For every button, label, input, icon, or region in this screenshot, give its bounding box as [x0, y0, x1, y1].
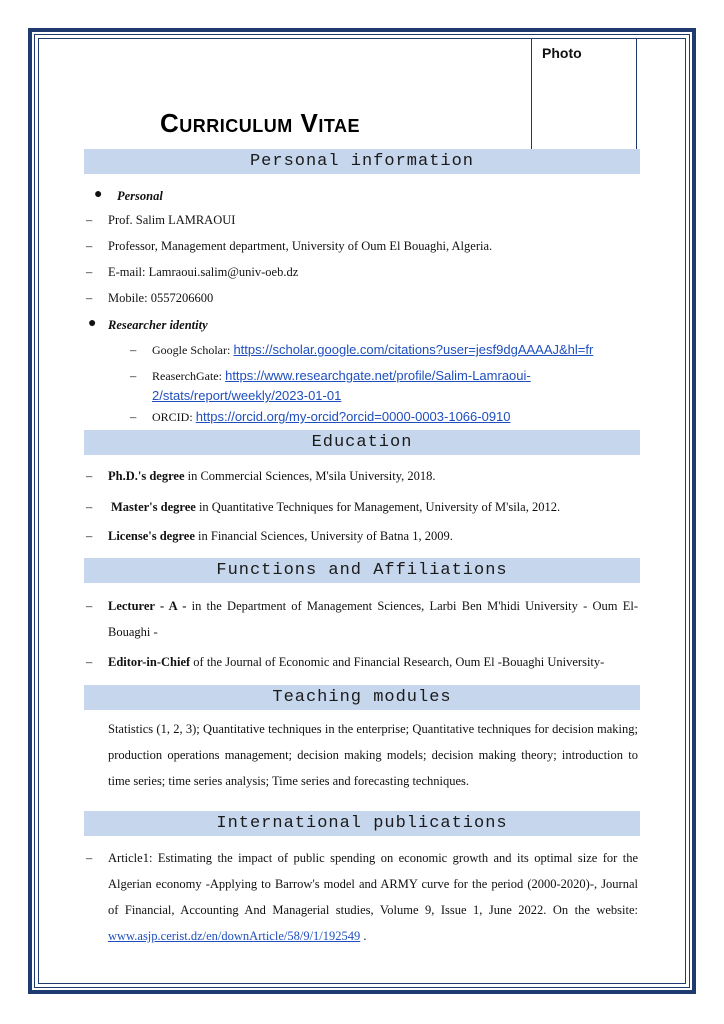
- dash-icon: –: [86, 469, 93, 483]
- dash-icon: –: [86, 265, 93, 279]
- researcher-heading: Researcher identity: [108, 318, 208, 332]
- scholar-line: [152, 342, 593, 358]
- researchgate-line: [152, 368, 531, 384]
- orcid-line: [152, 409, 511, 425]
- education-degree: Master's degree: [111, 500, 196, 514]
- education-item: [111, 499, 560, 515]
- personal-position: Professor, Management department, University of Oum El Bouaghi, Algeria.: [108, 239, 493, 253]
- dash-icon: –: [130, 343, 137, 357]
- section-international-publications: International publications: [84, 811, 640, 836]
- dash-icon: –: [86, 500, 93, 514]
- orcid-label: ORCID:: [152, 410, 193, 424]
- personal-heading: Personal: [117, 189, 163, 203]
- orcid-link[interactable]: https://orcid.org/my-orcid?orcid=0000-0003-1066-0910: [195, 409, 511, 424]
- photo-placeholder: [531, 38, 637, 150]
- section-functions-affiliations: Functions and Affiliations: [84, 558, 640, 583]
- dash-icon: –: [86, 213, 93, 227]
- publication-tail: .: [360, 929, 367, 943]
- publication-item: [108, 845, 638, 949]
- cv-title: Curriculum Vitae: [160, 108, 360, 138]
- education-item: [108, 468, 436, 484]
- dash-icon: –: [86, 529, 93, 543]
- researchgate-link-continued[interactable]: 2/stats/report/weekly/2023-01-01: [152, 388, 342, 403]
- scholar-label: Google Scholar:: [152, 343, 231, 357]
- education-detail: in Financial Sciences, University of Batna 1, 2009.: [194, 529, 453, 543]
- dash-icon: –: [130, 410, 137, 424]
- dash-icon: –: [86, 239, 93, 253]
- personal-mobile: Mobile: 0557206600: [108, 291, 214, 305]
- education-degree: License's degree: [108, 529, 195, 543]
- section-education: Education: [84, 430, 640, 455]
- teaching-text: Statistics (1, 2, 3); Quantitative techniques in the enterprise; Quantitative techniques for decision making; production operations management; decision making models; decision making theory; introduction to time series; time series analysis; Time series and forecasting techniques.: [108, 722, 638, 788]
- photo-label: Photo: [542, 45, 582, 61]
- dash-icon: –: [86, 851, 93, 865]
- section-teaching-modules: Teaching modules: [84, 685, 640, 710]
- education-detail: in Commercial Sciences, M'sila University, 2018.: [184, 469, 436, 483]
- dash-icon: –: [130, 369, 137, 383]
- personal-email: E-mail: Lamraoui.salim@univ-oeb.dz: [108, 265, 299, 279]
- education-item: [108, 528, 453, 544]
- dash-icon: –: [86, 291, 93, 305]
- personal-name: Prof. Salim LAMRAOUI: [108, 213, 236, 227]
- section-personal-information: Personal information: [84, 149, 640, 174]
- bullet-icon: ●: [94, 187, 103, 202]
- dash-icon: –: [86, 655, 93, 669]
- function-detail: of the Journal of Economic and Financial Research, Oum El -Bouaghi University-: [190, 655, 605, 669]
- function-role: Editor-in-Chief: [108, 655, 191, 669]
- dash-icon: –: [86, 599, 93, 613]
- function-item: [108, 649, 638, 675]
- function-item: [108, 593, 638, 645]
- education-detail: in Quantitative Techniques for Management, University of M'sila, 2012.: [195, 500, 561, 514]
- bullet-icon: ●: [88, 316, 97, 331]
- education-degree: Ph.D.'s degree: [108, 469, 185, 483]
- function-detail: in the Department of Management Sciences, Larbi Ben M'hidi University - Oum El-Bouaghi -: [108, 599, 638, 639]
- publication-link[interactable]: www.asjp.cerist.dz/en/downArticle/58/9/1/192549: [108, 929, 361, 943]
- researchgate-link[interactable]: https://www.researchgate.net/profile/Salim-Lamraoui-: [225, 368, 531, 383]
- publication-text: Article1: Estimating the impact of public spending on economic growth and its optimal size for the Algerian economy -Applying to Barrow's model and ARMY curve for the period (2000-2020)-, Journal of Financial, Accounting And Managerial studies, Volume 9, Issue 1, June 2022. On the website:: [108, 851, 638, 917]
- function-role: Lecturer - A -: [108, 599, 187, 613]
- scholar-link[interactable]: https://scholar.google.com/citations?user=jesf9dgAAAAJ&hl=fr: [233, 342, 594, 357]
- researchgate-label: ReaserchGate:: [152, 369, 222, 383]
